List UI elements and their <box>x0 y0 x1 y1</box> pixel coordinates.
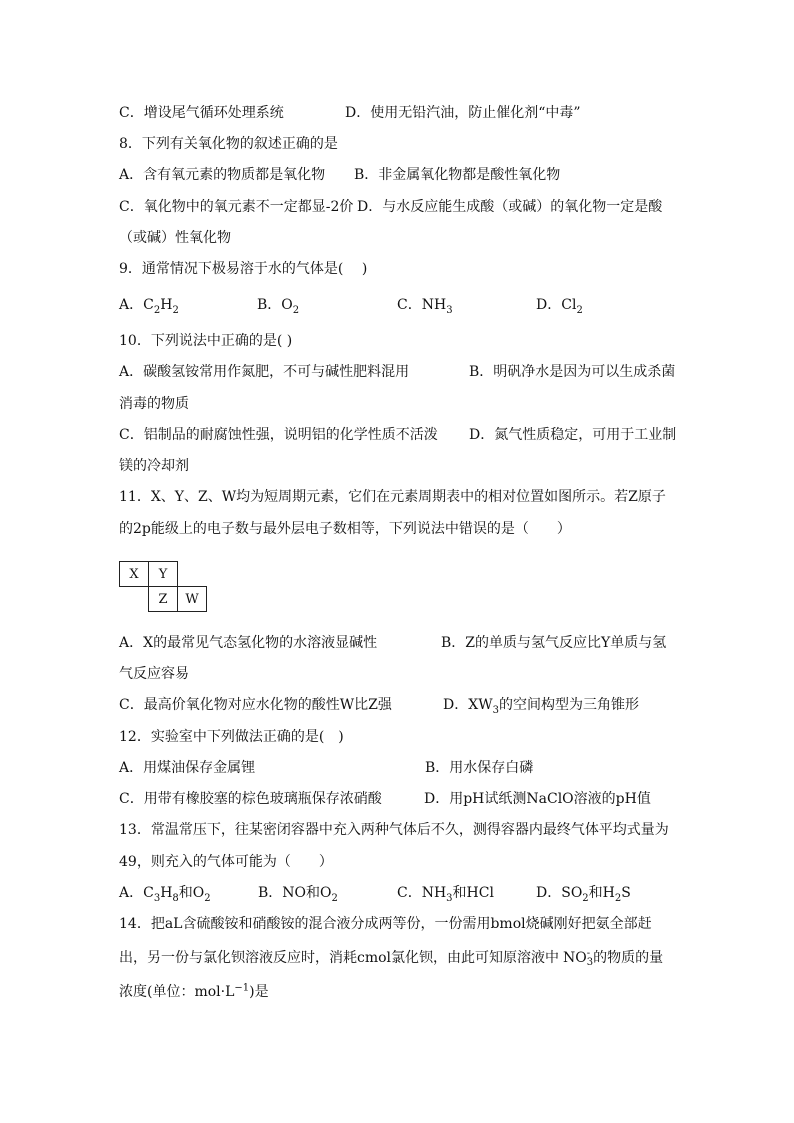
q11-stem-line2: 的2p能级上的电子数与最外层电子数相等，下列说法中错误的是（ ） <box>119 521 571 537</box>
q9-stem: 9．通常情况下极易溶于水的气体是( ) <box>119 261 368 277</box>
q12-option-d: D．用pH试纸测NaClO溶液的pH值 <box>424 791 651 807</box>
q11-option-b-line2: 气反应容易 <box>119 666 189 682</box>
nitrate-ion: NO - 3 <box>563 948 594 968</box>
cell-z: Z <box>149 587 178 612</box>
q10-option-d-line1: D．氮气性质稳定，可用于工业制 <box>469 427 677 443</box>
q13-option-a: A．$C_3H_8$和$O_2$ <box>119 885 211 904</box>
q13-stem-line1: 13．常温常压下，往某密闭容器中充入两种气体后不久，测得容器内最终气体平均式量为 <box>119 822 669 838</box>
q12-option-c: C．用带有橡胶塞的棕色玻璃瓶保存浓硝酸 <box>119 791 382 807</box>
q14-line1: 14．把aL含硫酸铵和硝酸铵的混合液分成两等份，一份需用bmol烧碱刚好把氨全部赶 <box>119 916 652 932</box>
q9-option-b: B．$O_2$ <box>257 297 300 316</box>
q8-stem: 8．下列有关氧化物的叙述正确的是 <box>119 136 338 152</box>
q8-option-a: A．含有氧元素的物质都是氧化物 <box>119 167 326 183</box>
q9-option-c: C．$NH_3$ <box>397 297 453 316</box>
cell-y: Y <box>149 562 178 587</box>
q10-option-c: C．铝制品的耐腐蚀性强，说明铝的化学性质不活泼 <box>119 427 438 443</box>
q10-option-b-line2: 消毒的物质 <box>119 396 189 412</box>
q9-option-a: A．$C_2H_2$ <box>119 297 179 316</box>
q8-option-d-line2: （或碱）性氧化物 <box>119 230 231 246</box>
q11-stem-line1: 11．X、Y、Z、W均为短周期元素，它们在元素周期表中的相对位置如图所示。若Z原子 <box>119 489 666 505</box>
cell-w: W <box>178 587 207 612</box>
q11-option-a: A．X的最常见气态氢化物的水溶液显碱性 <box>119 635 378 651</box>
q13-option-c: C．$NH_3$和HCl <box>397 885 494 904</box>
q8-option-c: C．氧化物中的氧元素不一定都显-2价 <box>119 199 354 215</box>
q8-option-b: B．非金属氧化物都是酸性氧化物 <box>354 167 561 183</box>
periodic-position-table <box>119 561 207 612</box>
cell-empty <box>178 562 207 587</box>
q9-option-d: D．$Cl_2$ <box>536 297 583 316</box>
q12-stem: 12．实验室中下列做法正确的是( ) <box>119 729 344 745</box>
q13-option-d: D．$SO_2$和$H_2S$ <box>536 885 631 904</box>
q10-option-a: A．碳酸氢铵常用作氮肥，不可与碱性肥料混用 <box>119 364 410 380</box>
q10-option-d-line2: 镁的冷却剂 <box>119 458 189 474</box>
q11-option-d: D．$XW_3$的空间构型为三角锥形 <box>443 697 639 716</box>
q8-option-d-line1: D．与水反应能生成酸（或碱）的氧化物一定是酸 <box>357 199 663 215</box>
q10-option-b-line1: B．明矾净水是因为可以生成杀菌 <box>469 364 676 380</box>
cell-empty <box>120 587 149 612</box>
q13-stem-line2: 49，则充入的气体可能为（ ） <box>119 854 333 870</box>
q11-option-b-line1: B．Z的单质与氢气反应比Y单质与氢 <box>441 635 667 651</box>
q12-option-b: B．用水保存白磷 <box>425 760 534 776</box>
q13-option-b: B．NO和$O_2$ <box>258 885 338 904</box>
q7-option-d: D．使用无铅汽油，防止催化剂“中毒” <box>345 105 581 121</box>
q10-stem: 10．下列说法中正确的是( ) <box>119 333 293 349</box>
q7-option-c: C．增设尾气循环处理系统 <box>119 105 284 121</box>
cell-x: X <box>120 562 149 587</box>
q14-line2: 出，另一份与氯化钡溶液反应时，消耗cmol氯化钡，由此可知原溶液中 NO - 3 的物质的量 <box>119 948 664 968</box>
q12-option-a: A．用煤油保存金属锂 <box>119 760 256 776</box>
q11-option-c: C．最高价氧化物对应水化物的酸性W比Z强 <box>119 697 392 713</box>
q14-line3: 浓度(单位：$mol\cdot L^{-1}$)是 <box>119 982 269 1000</box>
